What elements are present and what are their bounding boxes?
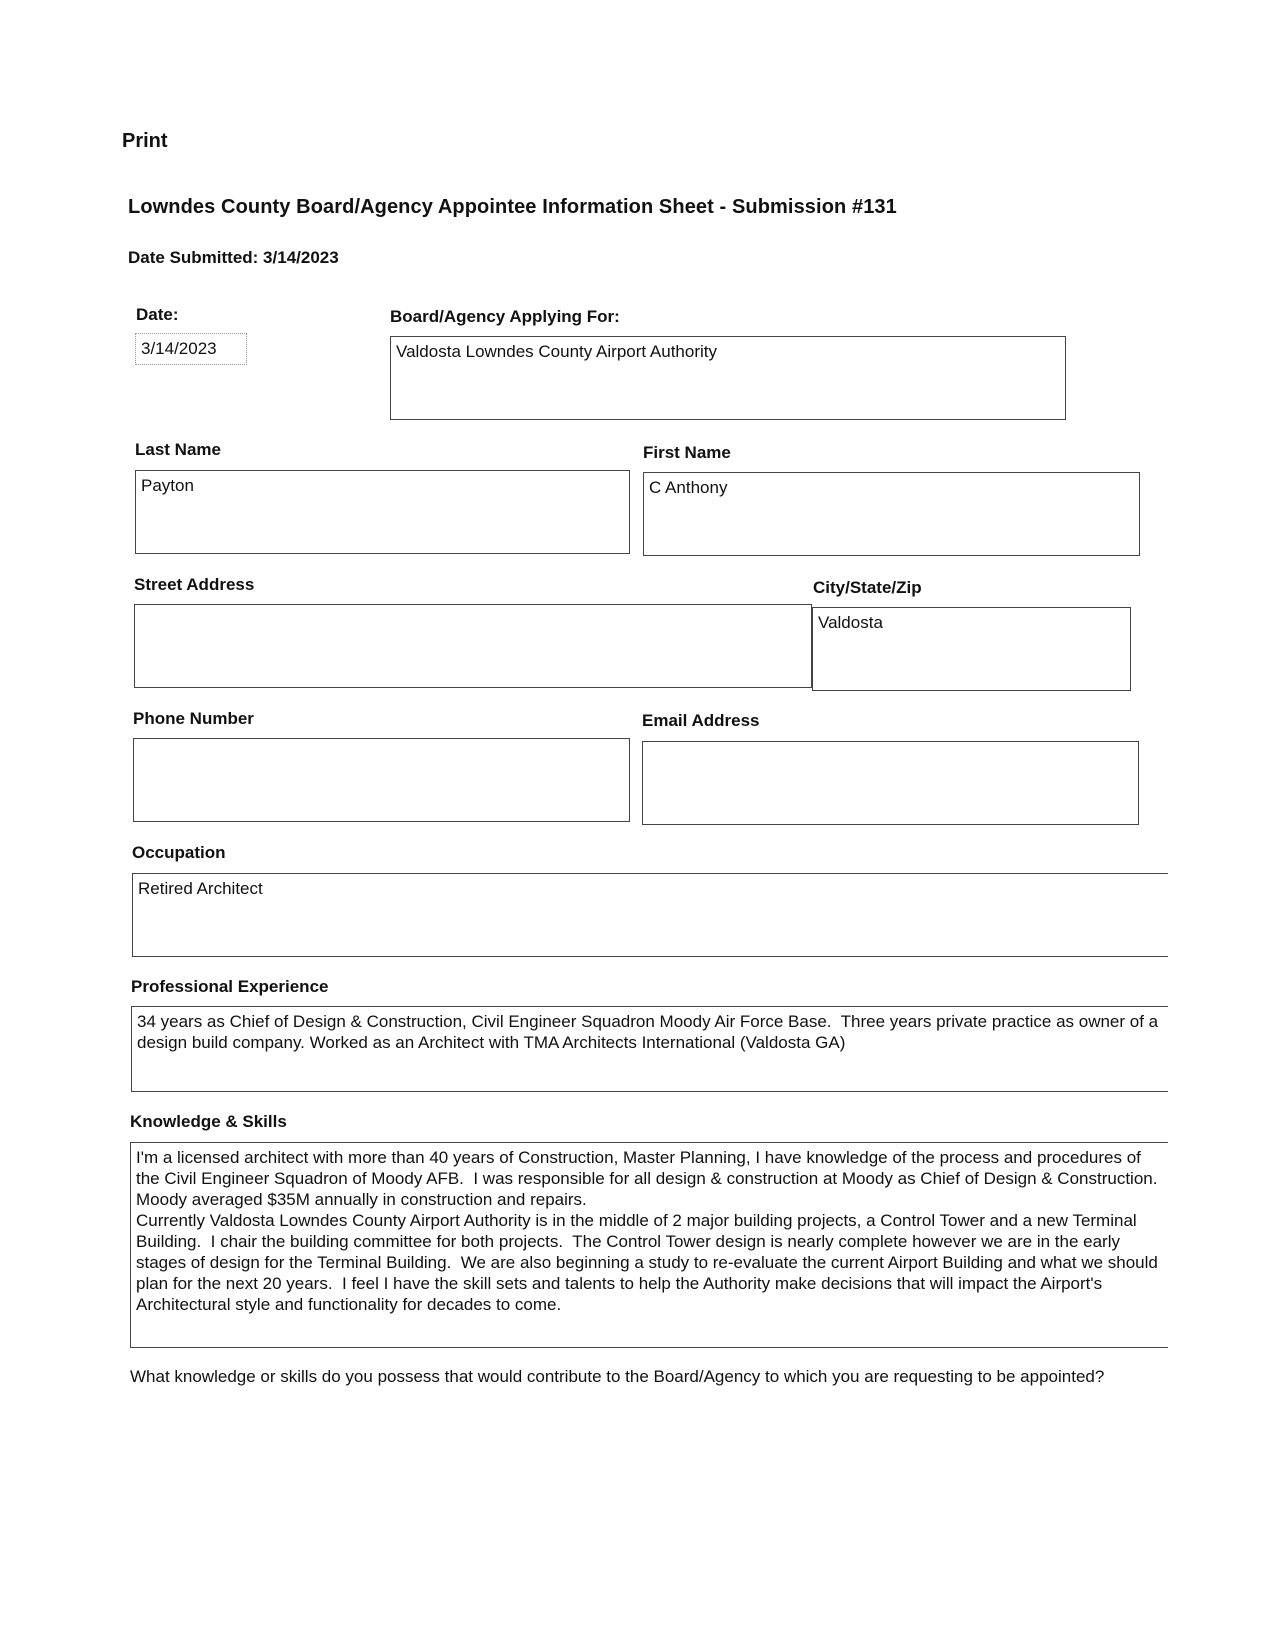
first-name-field[interactable]: C Anthony [643,472,1140,556]
board-field[interactable]: Valdosta Lowndes County Airport Authority [390,336,1066,420]
date-field[interactable]: 3/14/2023 [135,333,247,365]
city-state-zip-field[interactable]: Valdosta [812,607,1131,691]
occupation-label: Occupation [132,843,226,862]
last-name-field[interactable]: Payton [135,470,630,554]
street-address-label: Street Address [134,575,255,594]
professional-experience-label: Professional Experience [131,977,329,996]
phone-field[interactable] [133,738,630,822]
occupation-field[interactable]: Retired Architect [132,873,1168,957]
knowledge-skills-label: Knowledge & Skills [130,1112,287,1131]
city-state-zip-label: City/State/Zip [813,578,922,597]
print-link[interactable]: Print [122,130,168,152]
knowledge-skills-field[interactable]: I'm a licensed architect with more than 40 years of Construction, Master Planning, I have knowledge of the process and procedures of the Civil Engineer Squadron of Moody AFB. I was responsible for all design & construction at Moody as Chief of Design & Construction. Moody averaged $35M annually in construction and repairs. Currently Valdosta Lowndes County Airport Authority is in the middle of 2 major building projects, a Control Tower and a new Terminal Building. I chair the building committee for both projects. The Control Tower design is nearly complete however we are in the early stages of design for the Terminal Building. We are also beginning a study to re-evaluate the current Airport Building and what we should plan for the next 20 years. I feel I have the skill sets and talents to help the Authority make decisions that will impact the Airport's Architectural style and functionality for decades to come. [130,1142,1168,1348]
email-field[interactable] [642,741,1139,825]
page-title: Lowndes County Board/Agency Appointee Information Sheet - Submission #131 [128,196,897,218]
first-name-label: First Name [643,443,731,462]
phone-label: Phone Number [133,709,254,728]
professional-experience-field[interactable]: 34 years as Chief of Design & Construction, Civil Engineer Squadron Moody Air Force Base. Three years private practice as owner of a design build company. Worked as an Architect with TMA Architects International (Valdosta GA) [131,1006,1168,1092]
last-name-label: Last Name [135,440,221,459]
knowledge-skills-help-text: What knowledge or skills do you possess that would contribute to the Board/Agency to which you are requesting to be appointed? [130,1367,1105,1386]
board-label: Board/Agency Applying For: [390,307,620,326]
street-address-field[interactable] [134,604,812,688]
date-label: Date: [136,305,179,324]
email-label: Email Address [642,711,760,730]
date-submitted: Date Submitted: 3/14/2023 [128,248,339,267]
